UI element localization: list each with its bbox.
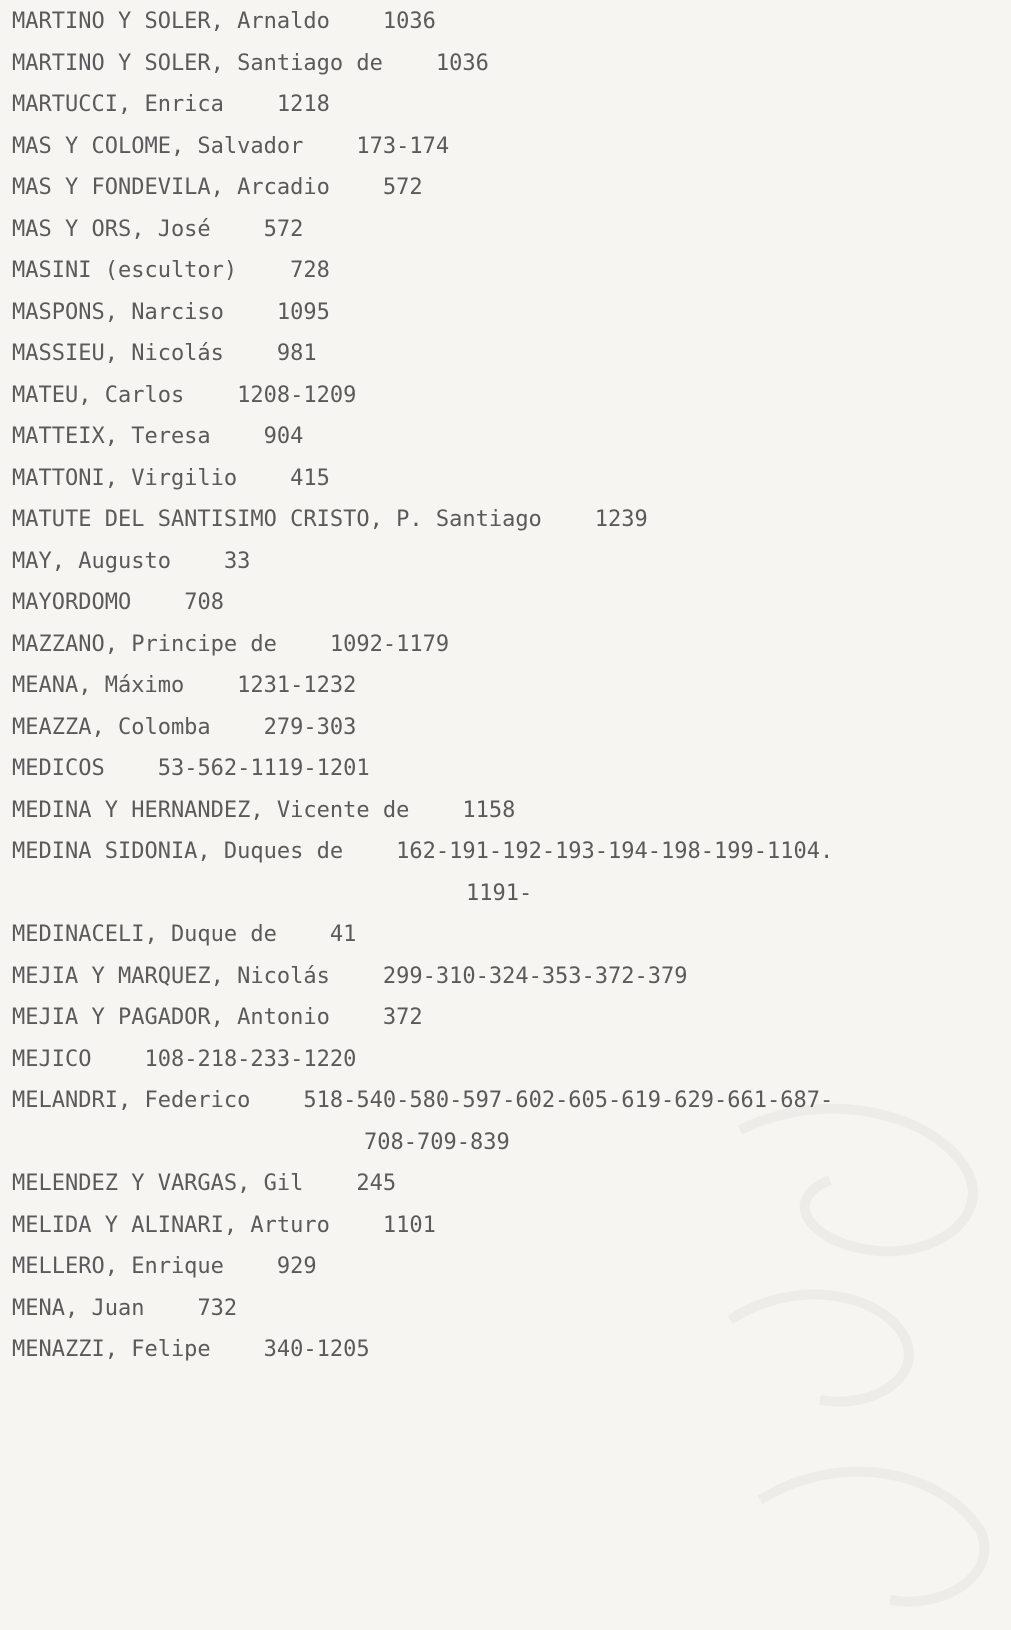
entry-name: MATTEIX, Teresa — [12, 424, 211, 449]
entry-pages: 904 — [263, 424, 304, 449]
entry-pages: 572 — [263, 216, 304, 242]
entry-pages: 1036 — [382, 9, 436, 34]
index-entry — [12, 340, 317, 368]
entry-name: MELANDRI, Federico — [12, 1088, 251, 1113]
entry-name: MENAZZI, Felipe — [12, 1337, 211, 1362]
entry-pages: 1208-1209 — [237, 382, 357, 408]
index-entry — [12, 382, 356, 410]
index-entry — [12, 1004, 423, 1032]
index-entry — [12, 963, 688, 991]
entry-name: MELLERO, Enrique — [12, 1254, 224, 1279]
entry-pages: 1158 — [462, 797, 516, 823]
entry-pages: 728 — [290, 258, 330, 283]
index-entry — [12, 1295, 237, 1323]
entry-name: MASINI (escultor) — [12, 258, 238, 283]
entry-name: MASPONS, Narciso — [12, 299, 224, 325]
entry-name: MEJICO — [12, 1046, 92, 1072]
entry-name: MAYORDOMO — [12, 590, 132, 615]
entry-pages: 1101 — [382, 1212, 436, 1238]
index-entry — [12, 1087, 833, 1115]
entry-name: MAS Y COLOME, Salvador — [12, 133, 304, 159]
entry-pages-continued: 1191- — [466, 880, 533, 906]
entry-pages: 1036 — [435, 50, 489, 76]
entry-name: MEDINA Y HERNANDEZ, Vicente de — [12, 797, 410, 823]
entry-pages: 1231-1232 — [237, 673, 357, 698]
entry-pages: 173-174 — [356, 133, 450, 159]
entry-name: MAZZANO, Principe de — [12, 631, 277, 657]
entry-name: MEJIA Y MARQUEZ, Nicolás — [12, 963, 330, 989]
entry-pages: 1092-1179 — [329, 631, 450, 657]
index-entry — [12, 8, 436, 36]
entry-name: MENA, Juan — [12, 1295, 145, 1321]
entry-name: MELIDA Y ALINARI, Arturo — [12, 1212, 330, 1238]
entry-pages: 33 — [223, 548, 251, 574]
entry-pages: 732 — [197, 1295, 238, 1321]
entry-name: MAS Y FONDEVILA, Arcadio — [12, 175, 330, 200]
entry-pages-continued: 708-709-839 — [364, 1129, 510, 1155]
index-entry — [12, 548, 250, 576]
entry-name: MARTINO Y SOLER, Santiago de — [12, 50, 383, 76]
entry-pages: 415 — [290, 465, 330, 491]
entry-name: MATTONI, Virgilio — [12, 465, 238, 491]
entry-pages: 53-562-1119-1201 — [157, 756, 370, 781]
index-entry — [12, 174, 423, 202]
index-entry — [12, 257, 330, 285]
entry-name: MARTUCCI, Enrica — [12, 92, 224, 117]
index-entry — [12, 133, 449, 161]
index-entry — [12, 1253, 317, 1281]
entry-pages: 981 — [276, 341, 317, 366]
entry-pages: 340-1205 — [263, 1337, 370, 1362]
index-entry — [12, 216, 303, 244]
entry-pages: 245 — [356, 1171, 397, 1196]
entry-name: MAS Y ORS, José — [12, 216, 211, 242]
entry-name: MARTINO Y SOLER, Arnaldo — [12, 9, 330, 34]
index-entry — [12, 797, 515, 825]
index-entry — [12, 921, 356, 949]
index-entry — [12, 1212, 436, 1240]
entry-name: MEDINA SIDONIA, Duques de — [12, 839, 344, 864]
index-entry — [12, 714, 356, 742]
index-entry — [12, 50, 489, 78]
entry-name: MAY, Augusto — [12, 548, 171, 574]
entry-pages: 108-218-233-1220 — [144, 1046, 357, 1072]
entry-name: MASSIEU, Nicolás — [12, 341, 224, 366]
index-entry — [12, 91, 330, 119]
entry-pages: 372 — [382, 1005, 423, 1030]
entry-name: MEAZZA, Colomba — [12, 714, 211, 740]
entry-name: MATEU, Carlos — [12, 382, 185, 408]
entry-name: MELENDEZ Y VARGAS, Gil — [12, 1171, 304, 1196]
entry-pages: 1239 — [594, 507, 648, 532]
index-entry — [12, 1336, 370, 1364]
entry-pages: 929 — [276, 1254, 317, 1279]
entry-pages: 518-540-580-597-602-605-619-629-661-687- — [303, 1088, 834, 1113]
index-entry — [12, 838, 833, 866]
entry-name: MEJIA Y PAGADOR, Antonio — [12, 1005, 330, 1030]
index-entry — [12, 1046, 356, 1074]
entry-pages: 41 — [329, 922, 357, 947]
entry-pages: 299-310-324-353-372-379 — [382, 963, 688, 989]
entry-pages: 162-191-192-193-194-198-199-1104. — [396, 839, 834, 864]
index-entry — [12, 589, 224, 617]
index-entry — [12, 672, 356, 700]
entry-pages: 279-303 — [263, 714, 357, 740]
entry-name: MATUTE DEL SANTISIMO CRISTO, P. Santiago — [12, 507, 542, 532]
entry-pages: 572 — [382, 175, 423, 200]
entry-name: MEANA, Máximo — [12, 673, 185, 698]
index-entry — [12, 465, 330, 493]
index-entry — [12, 631, 449, 659]
entry-pages: 1218 — [276, 92, 330, 117]
entry-pages: 1095 — [276, 299, 330, 325]
entry-pages: 708 — [184, 590, 224, 615]
entry-name: MEDICOS — [12, 756, 105, 781]
entry-name: MEDINACELI, Duque de — [12, 922, 277, 947]
index-entry — [12, 423, 303, 451]
index-entry — [12, 299, 330, 327]
index-entry — [12, 755, 370, 783]
index-entry — [12, 1170, 396, 1198]
index-entry — [12, 506, 648, 534]
